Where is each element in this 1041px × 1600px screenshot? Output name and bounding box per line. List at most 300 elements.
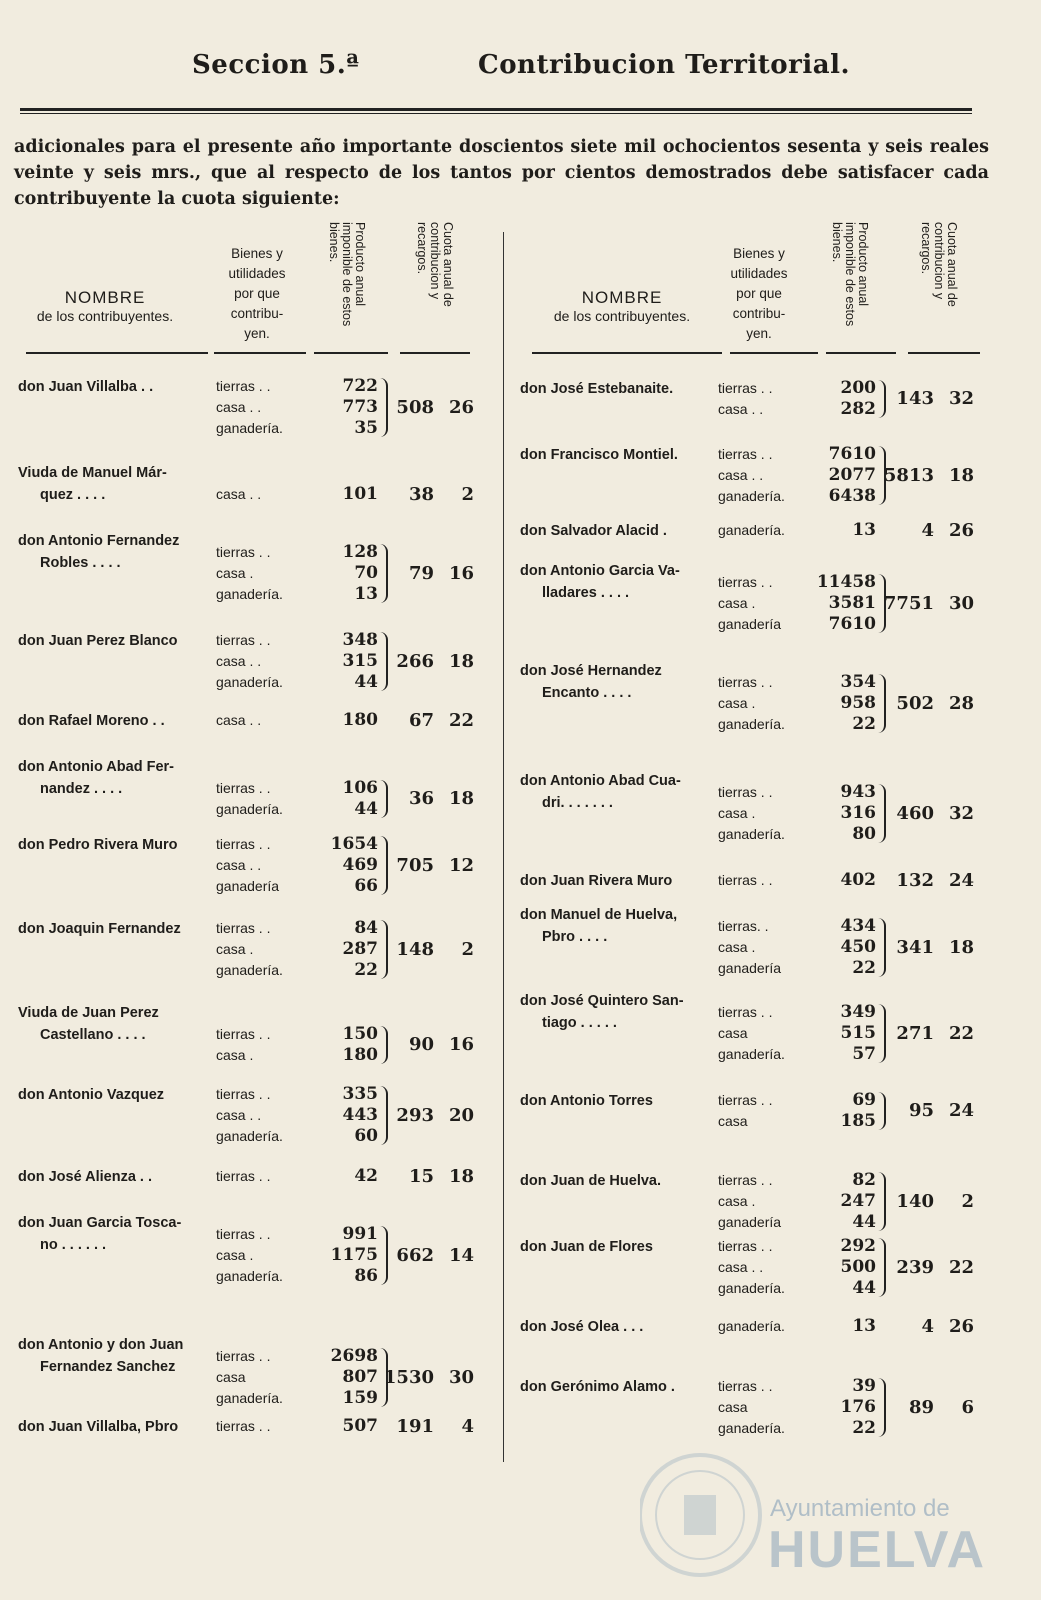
property-types [216, 1084, 283, 1147]
header-underline [26, 352, 208, 354]
property-types [718, 782, 785, 845]
product-value: 434 [840, 916, 876, 936]
product-value: 180 [342, 1045, 378, 1065]
property-type: tierras . . [718, 784, 773, 800]
property-type: tierras . . [718, 1172, 773, 1188]
product-value: 11458 [816, 572, 876, 592]
product-value: 57 [852, 1044, 876, 1064]
property-types [216, 710, 261, 731]
contributor-name: don Antonio Abad Cua- [520, 773, 681, 789]
quota-reales: 460 [896, 803, 934, 824]
property-types [718, 572, 781, 635]
product-value: 13 [852, 520, 876, 540]
product-value: 159 [342, 1388, 378, 1408]
watermark-logo-text: HUELVA [768, 1521, 987, 1579]
property-type: tierras . . [216, 836, 271, 852]
property-type: tierras. . [718, 918, 769, 934]
property-types [216, 484, 261, 505]
property-type: ganadería. [718, 1280, 785, 1296]
product-values [816, 782, 876, 845]
cuota-column-header: Cuota anual de contribucion y recargos. [919, 222, 959, 307]
product-value: 150 [342, 1024, 378, 1044]
contributor-name: quez . . . . [40, 487, 106, 503]
name-column-header: NOMBRE de los contribuyentes. [36, 288, 174, 324]
property-type: tierras . . [718, 872, 773, 888]
quota-maravedis: 18 [448, 1166, 474, 1187]
product-values [318, 630, 378, 693]
contributor-name: don Antonio Garcia Va- [520, 563, 680, 579]
product-value: 443 [342, 1105, 378, 1125]
property-type: tierras . . [216, 1026, 271, 1042]
quota-maravedis: 14 [448, 1245, 474, 1266]
product-value: 469 [342, 855, 378, 875]
property-type: ganadería. [216, 1128, 283, 1144]
product-value: 44 [852, 1278, 876, 1298]
contributor-name: don Juan Garcia Tosca- [18, 1215, 182, 1231]
property-type: ganadería. [718, 716, 785, 732]
property-types [718, 1376, 785, 1439]
product-value: 6438 [828, 486, 876, 506]
property-type: casa . . [718, 1259, 764, 1275]
contributor-name: don Rafael Moreno . . [18, 713, 165, 729]
property-type: casa . . [216, 399, 262, 415]
product-value: 42 [354, 1166, 378, 1186]
property-type: casa . . [216, 653, 262, 669]
product-values [816, 870, 876, 891]
product-value: 22 [852, 958, 876, 978]
product-value: 349 [840, 1002, 876, 1022]
product-value: 44 [354, 799, 378, 819]
product-values [816, 572, 876, 635]
property-type: tierras . . [216, 1348, 271, 1364]
quota-reales: 15 [408, 1166, 434, 1187]
property-type: casa [718, 1025, 748, 1041]
product-value: 60 [354, 1126, 378, 1146]
product-value: 3581 [828, 593, 876, 613]
contributor-name: dri. . . . . . . [542, 795, 613, 811]
right-column-headers [510, 222, 1010, 362]
column-divider [503, 232, 504, 1462]
product-value: 70 [354, 563, 378, 583]
product-value: 1175 [330, 1245, 378, 1265]
product-values [318, 710, 378, 731]
property-type: tierras . . [216, 544, 271, 560]
product-value: 2698 [330, 1346, 378, 1366]
product-values [318, 542, 378, 605]
product-value: 773 [342, 397, 378, 417]
quota-reales: 143 [896, 388, 934, 409]
property-type: casa . [718, 595, 756, 611]
product-values [318, 376, 378, 439]
product-values [816, 1376, 876, 1439]
quota-reales: 1530 [383, 1367, 434, 1388]
product-values [816, 1316, 876, 1337]
left-column-headers [0, 222, 500, 362]
quota-maravedis: 18 [948, 465, 974, 486]
product-value: 69 [852, 1090, 876, 1110]
product-value: 86 [354, 1266, 378, 1286]
contributor-name: Robles . . . . [40, 555, 121, 571]
property-type: casa [718, 1113, 748, 1129]
quota-reales: 508 [396, 397, 434, 418]
contributor-name: don José Hernandez [520, 663, 662, 679]
property-type: tierras . . [718, 1004, 773, 1020]
quota-maravedis: 2 [461, 484, 474, 505]
quota-reales: 79 [408, 563, 434, 584]
product-value: 200 [840, 378, 876, 398]
property-types [718, 1002, 785, 1065]
quota-reales: 95 [908, 1100, 934, 1121]
property-type: tierras . . [216, 632, 271, 648]
property-type: tierras . . [718, 1092, 773, 1108]
product-value: 316 [840, 803, 876, 823]
property-type: casa . . [718, 401, 764, 417]
quota-maravedis: 2 [961, 1191, 974, 1212]
property-type: ganadería. [718, 1318, 785, 1334]
product-values [318, 1346, 378, 1409]
contributor-name: don Antonio Fernandez [18, 533, 180, 549]
property-type: casa . [216, 565, 254, 581]
contributor-name: don Joaquin Fernandez [18, 921, 181, 937]
name-column-header: NOMBRE de los contribuyentes. [553, 288, 691, 324]
quota-maravedis: 22 [948, 1023, 974, 1044]
product-values [318, 1416, 378, 1437]
quota-reales: 7751 [883, 593, 934, 614]
header-underline [214, 352, 306, 354]
product-value: 101 [342, 484, 378, 504]
product-value: 991 [342, 1224, 378, 1244]
property-type: ganadería [718, 960, 782, 976]
product-value: 44 [354, 672, 378, 692]
contributor-name: don Juan Villalba . . [18, 379, 154, 395]
property-type: ganadería. [216, 420, 283, 436]
contributor-name: don Antonio Vazquez [18, 1087, 165, 1103]
property-types [216, 1346, 283, 1409]
quota-reales: 662 [396, 1245, 434, 1266]
header-rule [20, 108, 972, 111]
quota-reales: 132 [896, 870, 934, 891]
header-underline [826, 352, 896, 354]
property-types [718, 1316, 785, 1337]
property-type: tierras . . [216, 378, 271, 394]
product-values [318, 834, 378, 897]
property-types [216, 918, 283, 981]
contributor-name: don Salvador Alacid . [520, 523, 667, 539]
property-type: tierras . . [216, 780, 271, 796]
property-type: tierras . . [718, 574, 773, 590]
quota-reales: 191 [396, 1416, 434, 1437]
product-value: 22 [852, 1418, 876, 1438]
product-value: 44 [852, 1212, 876, 1232]
property-type: casa . [216, 1247, 254, 1263]
product-value: 84 [354, 918, 378, 938]
product-values [318, 1024, 378, 1066]
quota-maravedis: 4 [461, 1416, 474, 1437]
property-type: ganadería [718, 616, 782, 632]
product-value: 500 [840, 1257, 876, 1277]
contributor-name: don Juan Perez Blanco [18, 633, 178, 649]
contributor-name: don Francisco Montiel. [520, 447, 678, 463]
contributor-name: don Pedro Rivera Muro [18, 837, 178, 853]
contributor-name: don Juan de Huelva. [520, 1173, 661, 1189]
contributor-name: don José Olea . . . [520, 1319, 644, 1335]
product-values [816, 444, 876, 507]
property-types [216, 1416, 270, 1437]
header-underline [314, 352, 388, 354]
quota-maravedis: 24 [948, 870, 974, 891]
property-type: tierras . . [718, 1238, 773, 1254]
product-value: 39 [852, 1376, 876, 1396]
watermark-text: Ayuntamiento de [770, 1495, 950, 1522]
product-values [816, 672, 876, 735]
product-values [816, 1170, 876, 1233]
quota-maravedis: 20 [448, 1105, 474, 1126]
quota-maravedis: 2 [461, 939, 474, 960]
contributor-name: don José Estebanaite. [520, 381, 674, 397]
quota-reales: 36 [408, 788, 434, 809]
product-values [816, 1002, 876, 1065]
property-type: tierras . . [216, 1418, 271, 1434]
quota-reales: 5813 [883, 465, 934, 486]
header-rule-thin [20, 113, 972, 114]
product-value: 354 [840, 672, 876, 692]
product-values [318, 1224, 378, 1287]
product-value: 335 [342, 1084, 378, 1104]
quota-maravedis: 22 [948, 1257, 974, 1278]
property-types [216, 1166, 270, 1187]
contributor-name: don Manuel de Huelva, [520, 907, 678, 923]
property-type: casa . [718, 939, 756, 955]
product-value: 176 [840, 1397, 876, 1417]
property-type: casa . . [216, 1107, 262, 1123]
product-value: 287 [342, 939, 378, 959]
header-underline [532, 352, 722, 354]
property-type: casa . . [216, 712, 262, 728]
product-value: 515 [840, 1023, 876, 1043]
product-value: 13 [354, 584, 378, 604]
contributor-name: nandez . . . . [40, 781, 123, 797]
contributor-name: no . . . . . . [40, 1237, 107, 1253]
quota-maravedis: 24 [948, 1100, 974, 1121]
producto-column-header: Producto anual imponible de estos bienes. [830, 222, 870, 327]
bienes-column-header: Bienes y utilidades por que contribu- yen. [730, 246, 788, 341]
quota-reales: 90 [408, 1034, 434, 1055]
quota-maravedis: 30 [948, 593, 974, 614]
quota-maravedis: 16 [448, 1034, 474, 1055]
property-types [216, 630, 283, 693]
product-value: 282 [840, 399, 876, 419]
product-value: 247 [840, 1191, 876, 1211]
contributor-name: Viuda de Juan Perez [18, 1005, 159, 1021]
quota-reales: 67 [408, 710, 434, 731]
contributor-name: don Antonio Torres [520, 1093, 653, 1109]
property-type: casa [216, 1369, 246, 1385]
quota-reales: 38 [408, 484, 434, 505]
product-values [318, 918, 378, 981]
quota-maravedis: 18 [948, 937, 974, 958]
quota-reales: 266 [396, 651, 434, 672]
property-types [718, 870, 772, 891]
product-value: 450 [840, 937, 876, 957]
property-types [718, 1170, 781, 1233]
quota-maravedis: 26 [948, 1316, 974, 1337]
product-value: 2077 [828, 465, 876, 485]
quota-reales: 4 [921, 1316, 934, 1337]
product-value: 128 [342, 542, 378, 562]
product-value: 106 [342, 778, 378, 798]
quota-maravedis: 6 [961, 1397, 974, 1418]
property-type: tierras . . [216, 1168, 271, 1184]
contributor-name: lladares . . . . [542, 585, 630, 601]
product-value: 348 [342, 630, 378, 650]
property-types [216, 376, 283, 439]
property-type: ganadería. [718, 1420, 785, 1436]
property-type: tierras . . [718, 674, 773, 690]
product-value: 958 [840, 693, 876, 713]
property-types [216, 778, 283, 820]
quota-reales: 705 [396, 855, 434, 876]
contributor-name: don José Quintero San- [520, 993, 684, 1009]
property-types [718, 520, 785, 541]
quota-maravedis: 26 [448, 397, 474, 418]
property-type: ganadería. [216, 674, 283, 690]
property-type: ganadería. [718, 522, 785, 538]
property-type: ganadería. [216, 801, 283, 817]
contributor-name: Pbro . . . . [542, 929, 608, 945]
contributor-name: don Juan Villalba, Pbro [18, 1419, 179, 1435]
property-type: ganadería. [216, 962, 283, 978]
product-value: 1654 [330, 834, 378, 854]
quota-maravedis: 32 [948, 388, 974, 409]
property-types [718, 1236, 785, 1299]
product-value: 292 [840, 1236, 876, 1256]
property-type: ganadería. [216, 1268, 283, 1284]
contributor-name: Encanto . . . . [542, 685, 632, 701]
property-type: tierras . . [216, 920, 271, 936]
intro-paragraph: adicionales para el presente año importante doscientos siete mil ochocientos sesenta y seis reales veinte y seis mrs., que al respecto de los tantos por cientos demostrados debe satisfacer cada contribuyente la cuota siguiente: [14, 137, 989, 209]
page-header [0, 50, 1041, 90]
property-types [718, 444, 785, 507]
product-values [318, 1084, 378, 1147]
product-value: 13 [852, 1316, 876, 1336]
product-value: 35 [354, 418, 378, 438]
header-underline [908, 352, 980, 354]
product-values [816, 520, 876, 541]
product-values [318, 778, 378, 820]
quota-reales: 140 [896, 1191, 934, 1212]
contributor-name: don Antonio Abad Fer- [18, 759, 174, 775]
property-type: casa . [216, 1047, 254, 1063]
product-value: 315 [342, 651, 378, 671]
property-type: ganadería. [718, 826, 785, 842]
property-types [216, 1024, 270, 1066]
quota-maravedis: 18 [448, 788, 474, 809]
quota-reales: 341 [896, 937, 934, 958]
contributor-name: don Juan Rivera Muro [520, 873, 673, 889]
header-underline [400, 352, 470, 354]
quota-maravedis: 18 [448, 651, 474, 672]
cuota-column-header: Cuota anual de contribucion y recargos. [415, 222, 455, 307]
product-value: 22 [354, 960, 378, 980]
quota-maravedis: 16 [448, 563, 474, 584]
property-type: tierras . . [216, 1226, 271, 1242]
contributor-name: Fernandez Sanchez [40, 1359, 176, 1375]
product-value: 7610 [828, 614, 876, 634]
quota-reales: 148 [396, 939, 434, 960]
property-type: casa . . [216, 857, 262, 873]
property-type: ganadería. [216, 586, 283, 602]
property-types [718, 916, 781, 979]
quota-reales: 89 [908, 1397, 934, 1418]
property-type: casa . [718, 805, 756, 821]
property-type: casa . [718, 1193, 756, 1209]
product-value: 180 [342, 710, 378, 730]
property-type: tierras . . [216, 1086, 271, 1102]
quota-reales: 271 [896, 1023, 934, 1044]
product-value: 82 [852, 1170, 876, 1190]
property-type: casa . [718, 695, 756, 711]
property-type: ganadería. [216, 1390, 283, 1406]
property-types [216, 1224, 283, 1287]
product-values [318, 484, 378, 505]
property-type: tierras . . [718, 380, 773, 396]
section-label: Seccion 5.ª [192, 50, 360, 80]
product-value: 507 [342, 1416, 378, 1436]
contributor-name: Viuda de Manuel Már- [18, 465, 167, 481]
property-types [216, 542, 283, 605]
product-value: 22 [852, 714, 876, 734]
product-values [816, 378, 876, 420]
quota-reales: 4 [921, 520, 934, 541]
property-type: ganadería [718, 1214, 782, 1230]
property-type: ganadería. [718, 488, 785, 504]
property-type: casa [718, 1399, 748, 1415]
product-values [318, 1166, 378, 1187]
contributor-name: don Antonio y don Juan [18, 1337, 184, 1353]
quota-maravedis: 12 [448, 855, 474, 876]
product-value: 402 [840, 870, 876, 890]
quota-maravedis: 30 [448, 1367, 474, 1388]
property-types [718, 1090, 772, 1132]
product-value: 7610 [828, 444, 876, 464]
product-values [816, 1090, 876, 1132]
property-type: casa . [216, 941, 254, 957]
contributor-name: don Gerónimo Alamo . [520, 1379, 675, 1395]
quota-reales: 502 [896, 693, 934, 714]
quota-reales: 239 [896, 1257, 934, 1278]
contributor-name: Castellano . . . . [40, 1027, 146, 1043]
producto-column-header: Producto anual imponible de estos bienes. [327, 222, 367, 327]
property-type: casa . . [216, 486, 262, 502]
product-values [816, 1236, 876, 1299]
product-value: 185 [840, 1111, 876, 1131]
contributor-name: don José Alienza . . [18, 1169, 153, 1185]
contributor-name: tiago . . . . . [542, 1015, 617, 1031]
product-value: 807 [342, 1367, 378, 1387]
header-underline [730, 352, 818, 354]
quota-reales: 293 [396, 1105, 434, 1126]
contributor-name: don Juan de Flores [520, 1239, 653, 1255]
property-types [718, 378, 772, 420]
product-value: 722 [342, 376, 378, 396]
product-value: 66 [354, 876, 378, 896]
quota-maravedis: 28 [948, 693, 974, 714]
property-type: tierras . . [718, 1378, 773, 1394]
page-title: Contribucion Territorial. [478, 50, 850, 80]
quota-maravedis: 26 [948, 520, 974, 541]
property-type: ganadería. [718, 1046, 785, 1062]
product-value: 943 [840, 782, 876, 802]
